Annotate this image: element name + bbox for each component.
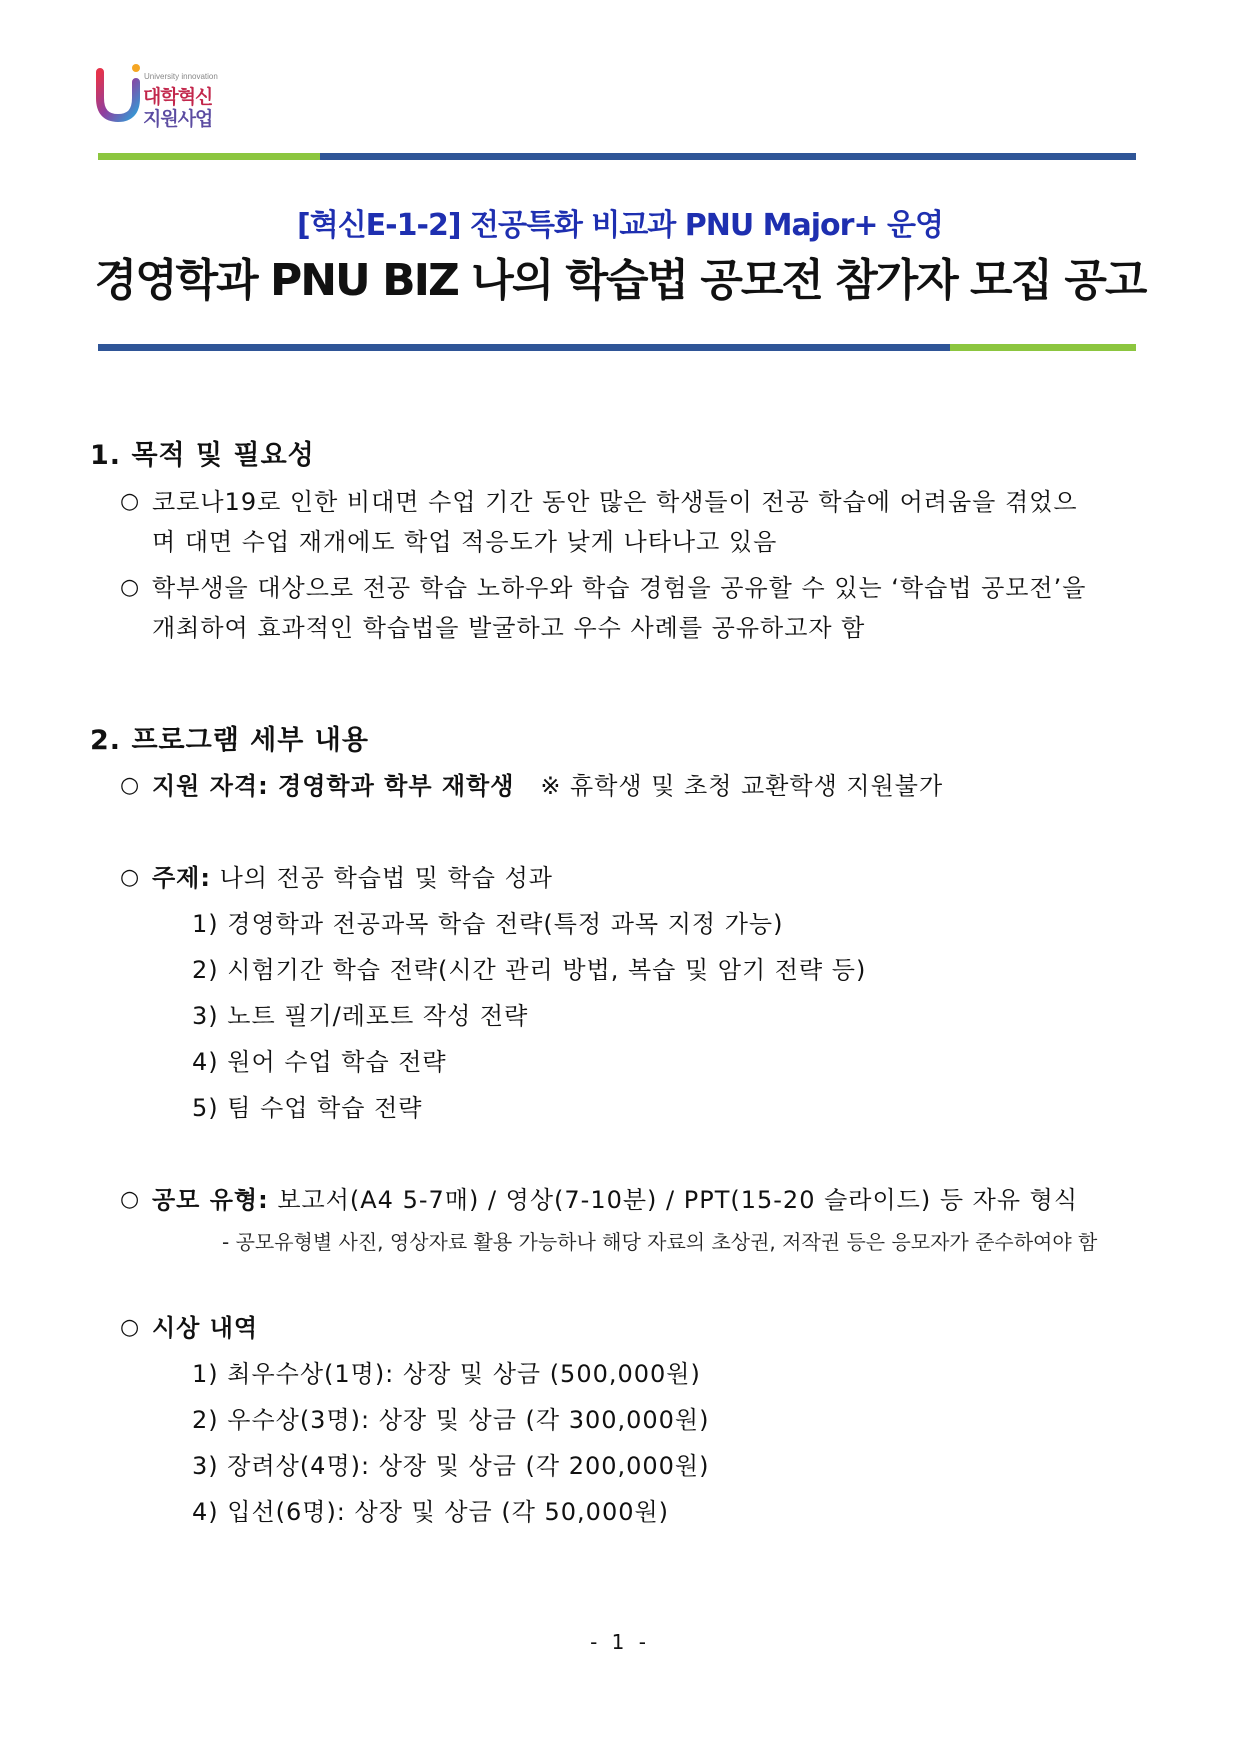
bottom-divider-blue: [98, 344, 950, 351]
topic-item: 1) 경영학과 전공과목 학습 전략(특정 과목 지정 가능): [192, 910, 784, 938]
bullet-icon: ○: [120, 1187, 140, 1212]
section1-bullet-2-cont: 개최하여 효과적인 학습법을 발굴하고 우수 사례를 공유하고자 함: [152, 614, 866, 642]
section2-heading: 2. 프로그램 세부 내용: [90, 725, 369, 756]
topic-item: 4) 원어 수업 학습 전략: [192, 1048, 447, 1076]
topic-value: 나의 전공 학습법 및 학습 성과: [219, 864, 553, 892]
bullet-text: 학부생을 대상으로 전공 학습 노하우와 학습 경험을 공유할 수 있는 ‘학습법 공모전’을: [152, 574, 1087, 602]
section1-bullet-1-cont: 며 대면 수업 재개에도 학업 적응도가 낮게 나타나고 있음: [152, 528, 778, 556]
award-item: 4) 입선(6명): 상장 및 상금 (각 50,000원): [192, 1498, 670, 1526]
type-label: 공모 유형:: [152, 1186, 269, 1214]
topic-label: 주제:: [152, 864, 211, 892]
bullet-icon: ○: [120, 575, 140, 600]
page-subtitle: [혁신E-1-2] 전공특화 비교과 PNU Major+ 운영: [297, 208, 943, 243]
top-divider-green: [98, 153, 320, 160]
logo-mark-icon: [96, 62, 142, 124]
bottom-divider-green: [950, 344, 1136, 351]
logo: [96, 58, 246, 128]
bullet-text: 코로나19로 인한 비대면 수업 기간 동안 많은 학생들이 전공 학습에 어려움을 겪었으: [152, 488, 1078, 516]
type-note: - 공모유형별 사진, 영상자료 활용 가능하나 해당 자료의 초상권, 저작권 등은 응모자가 준수하여야 함: [222, 1230, 1098, 1254]
bullet-icon: ○: [120, 865, 140, 890]
page-title: 경영학과 PNU BIZ 나의 학습법 공모전 참가자 모집 공고: [94, 255, 1146, 306]
award-item: 3) 장려상(4명): 상장 및 상금 (각 200,000원): [192, 1452, 710, 1480]
top-divider-blue: [320, 153, 1136, 160]
bottom-divider: [98, 344, 1136, 351]
awards-label: 시상 내역: [152, 1314, 259, 1342]
page-number: - 1 -: [590, 1630, 650, 1654]
logo-line2: 지원사업: [143, 108, 213, 130]
bullet-icon: ○: [120, 1315, 140, 1340]
topic-item: 3) 노트 필기/레포트 작성 전략: [192, 1002, 529, 1030]
eligibility-label: 지원 자격: 경영학과 학부 재학생: [152, 772, 515, 800]
topic-item: 2) 시험기간 학습 전략(시간 관리 방법, 복습 및 암기 전략 등): [192, 956, 867, 984]
bullet-icon: ○: [120, 773, 140, 798]
top-divider: [98, 153, 1136, 160]
award-item: 1) 최우수상(1명): 상장 및 상금 (500,000원): [192, 1360, 701, 1388]
logo-english-text: University innovation: [144, 72, 218, 81]
bullet-icon: ○: [120, 489, 140, 514]
type-value: 보고서(A4 5-7매) / 영상(7-10분) / PPT(15-20 슬라이드) 등 자유 형식: [277, 1186, 1078, 1214]
award-item: 2) 우수상(3명): 상장 및 상금 (각 300,000원): [192, 1406, 710, 1434]
topic-item: 5) 팀 수업 학습 전략: [192, 1094, 423, 1122]
section1-heading: 1. 목적 및 필요성: [90, 440, 315, 471]
eligibility-note: ※ 휴학생 및 초청 교환학생 지원불가: [540, 772, 944, 800]
logo-line1: 대학혁신: [143, 86, 213, 108]
